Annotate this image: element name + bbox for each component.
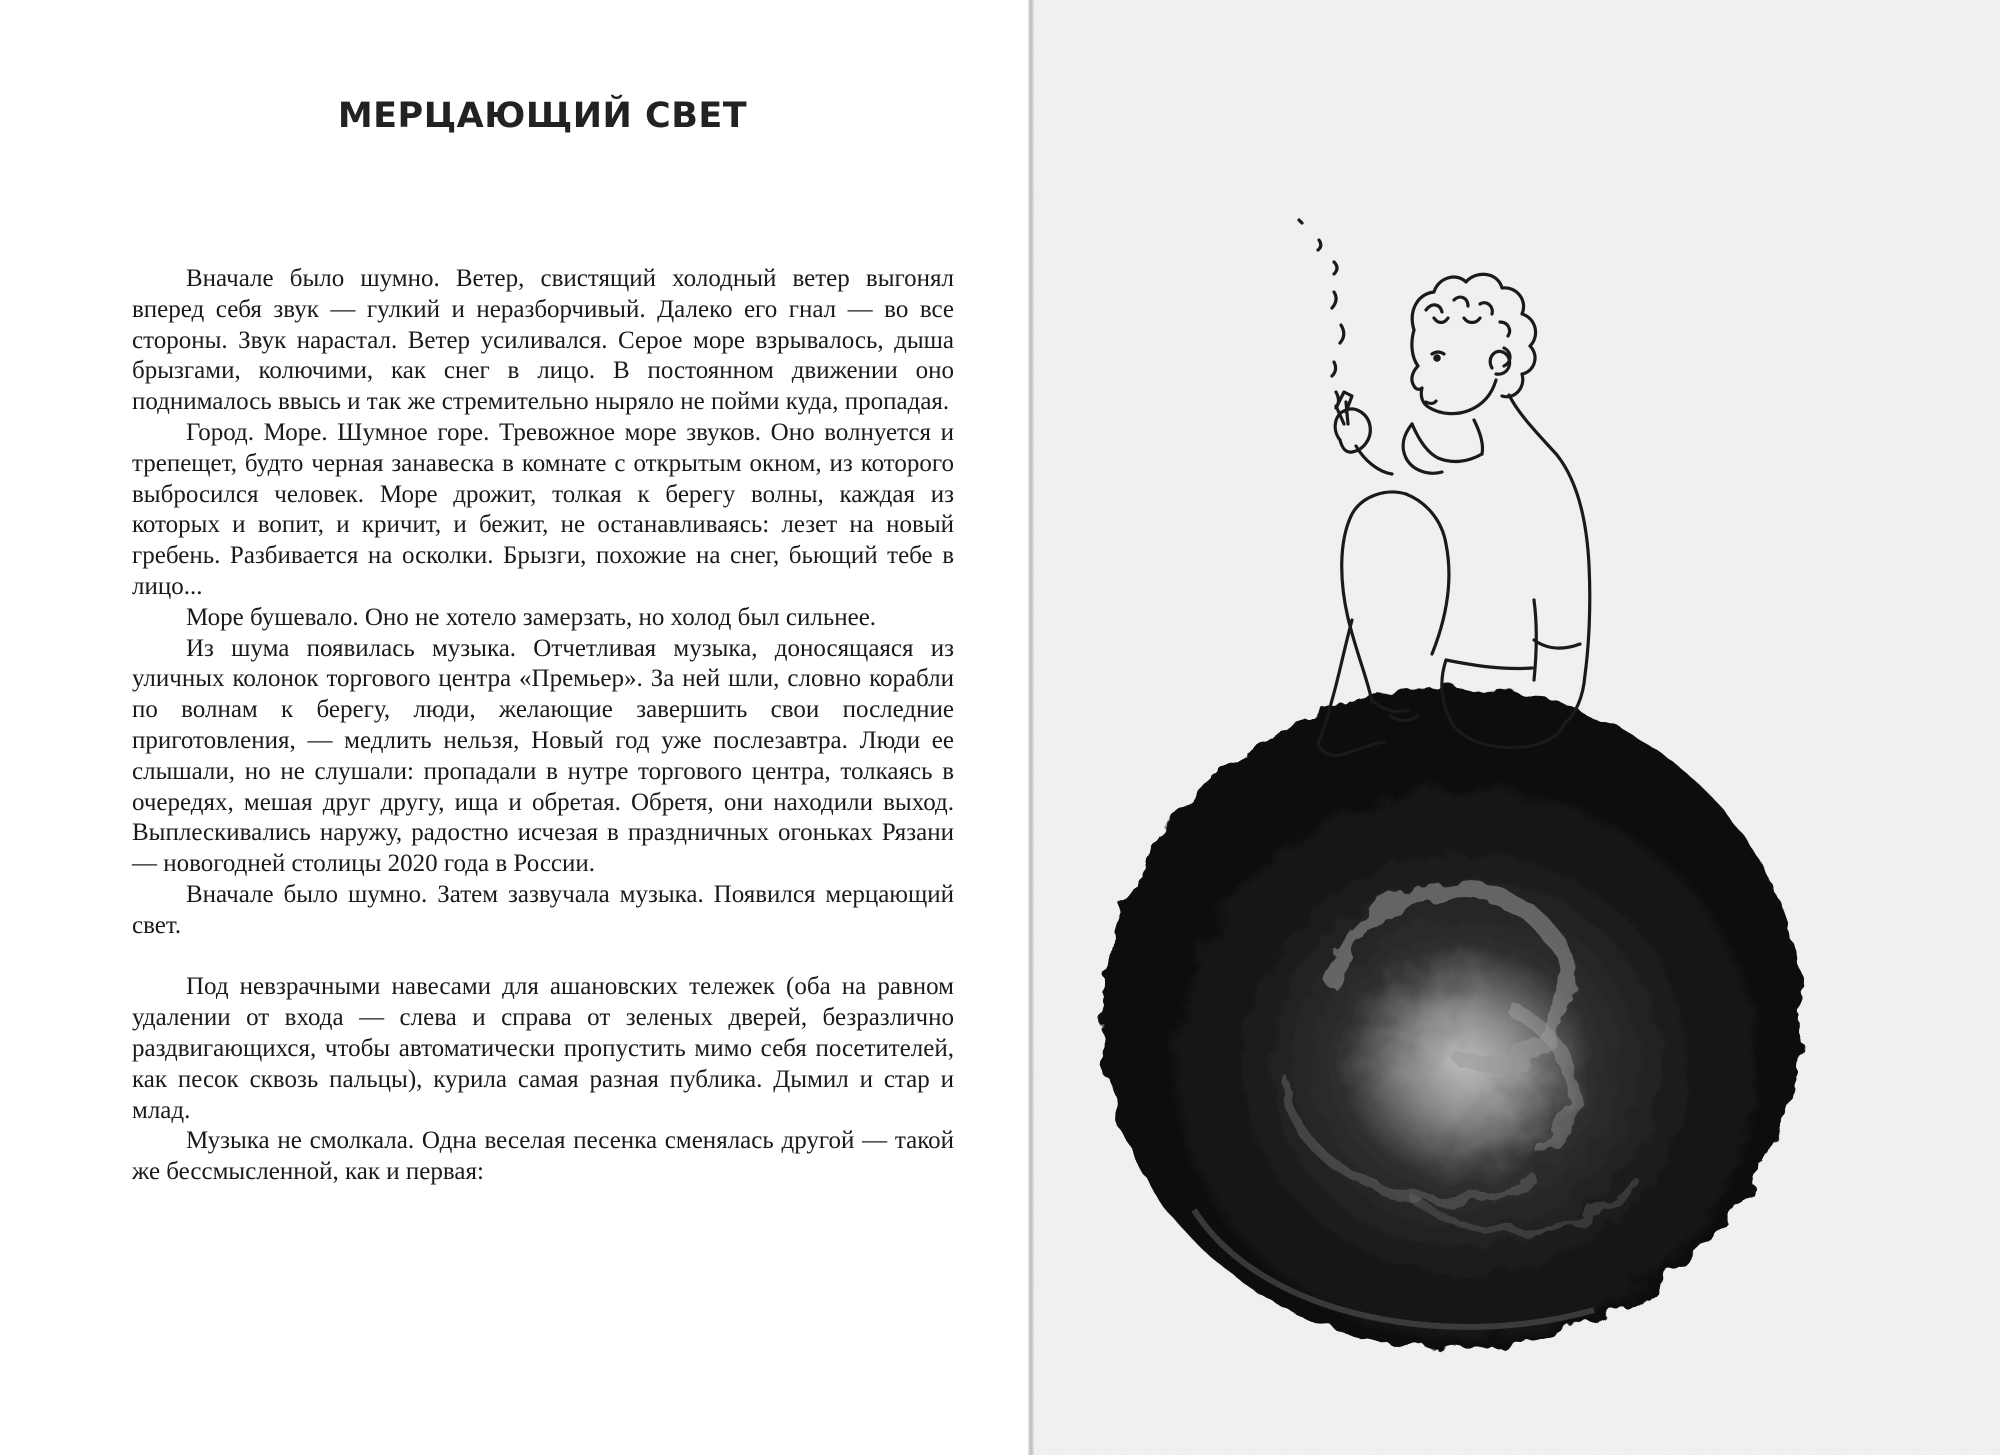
paragraph: Из шума появилась музыка. Отчетливая музыка, доносящаяся из уличных колонок торгового центра «Премьер». За ней шли, словно корабли по волнам к берегу, люди, желающие завершить свои последние приготовления, — медлить нельзя, Новый год уже послезавтра. Люди ее слышали, но не слушали: пропадали в нутре торгового центра, толкаясь в очередях, мешая друг другу, ища и обретая. Обретя, они находили выход. Выплескивались наружу, радостно исчезая в праздничных огоньках Рязани — новогодней столицы 2020 года в России. — [132, 634, 954, 878]
paragraph: Море бушевало. Оно не хотело замерзать, но холод был сильнее. — [186, 603, 877, 631]
right-page — [1034, 0, 2000, 1455]
paragraph: Вначале было шумно. Затем зазвучала музыка. Появился мерцающий свет. — [132, 880, 954, 939]
chapter-text — [132, 264, 954, 1188]
paragraph: Вначале было шумно. Ветер, свистящий холодный ветер выгонял вперед себя звук — гулкий и неразборчивый. Далеко его гнал — во все стороны. Звук нарастал. Ветер усиливался. Серое море взрывалось, дыша брызгами, колючими, как снег в лицо. В постоянном движении оно поднималось ввысь и так же стремительно ныряло не пойми куда, пропадая. — [132, 265, 954, 416]
paragraph: Музыка не смолкала. Одна веселая песенка сменялась другой — такой же бессмысленной, как и первая: — [132, 1127, 954, 1186]
boy-sitting-on-dark-sphere-icon — [1034, 0, 2000, 1455]
chapter-title: МЕРЦАЮЩИЙ СВЕТ — [337, 96, 748, 136]
paragraph: Под невзрачными навесами для ашановских тележек (оба на равном удалении от входа — слева и справа от зеленых дверей, безразлично раздвигающихся, чтобы автоматически пропустить мимо себя посетителей, как песок сквозь пальцы), курила самая разная публика. Дымил и стар и млад. — [132, 973, 954, 1124]
paragraph: Город. Море. Шумное горе. Тревожное море звуков. Оно волнуется и трепещет, будто черная занавеска в комнате с открытым окном, из которого выбросился человек. Море дрожит, толкая к берегу волны, каждая из которых и вопит, и кричит, и бежит, не останавливаясь: лезет на новый гребень. Разбивается на осколки. Брызги, похожие на снег, бьющий тебе в лицо... — [132, 418, 954, 600]
dark-sphere — [1102, 688, 1802, 1348]
